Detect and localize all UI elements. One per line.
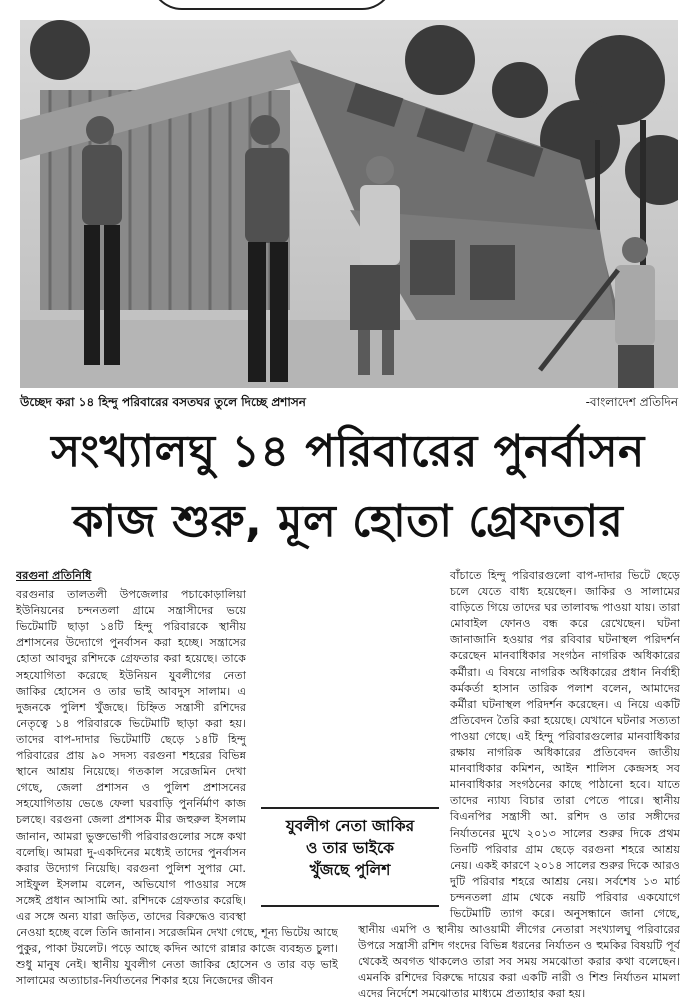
headline-line-1: সংখ্যালঘু ১৪ পরিবারের পুনর্বাসন <box>51 426 645 477</box>
article-text-left: বরগুনার তালতলী উপজেলার পচাকোড়ালিয়া ইউনিয়নের চন্দনতলা গ্রামে সন্ত্রাসীদের ভয়ে ভিটেমাটি ছাড়া ১৪টি হিন্দু পরিবারকে স্থানীয় প্রশাসনের উদ্যোগে পুনর্বাসন করা হচ্ছে। সন্ত্রাসের হোতা আবদুর রশিদকে গ্রেফতার করা হয়েছে। তাকে সহযোগিতা করেছে ইউনিয়ন যুবলীগের নেতা জাকির হোসেন ও তার ভাই আবদুস সালাম। এ দুজনকে পুলিশ খুঁজছে। চিহ্নিত সন্ত্রাসী রশিদের নেতৃত্বে ১৪ পরিবারকে ভিটেমাটি ছাড়া করা হয়। তাদের বাপ-দাদার ভিটেমাটি ছেড়ে ১৪টি হিন্দু পরিবারের প্রায় ৯০ সদস্য বরগুনা শহরের বিভিন্ন স্থানে আশ্রয় নিয়েছে। গতকাল সরেজমিন দেখা গেছে, জেলা প্রশাসন ও পুলিশ প্রশাসনের সহযোগিতায় ভেঙে ফেলা ঘরবাড়ি পুনর্নির্মাণ কাজ চলছে। বরগুনা জেলা প্রশাসক মীর জহুরুল ইসলাম জানান, আমরা ভুক্তভোগী পরিবারগুলোর সঙ্গে কথা বলেছি। আমরা দু-একদিনের মধ্যেই তাদের পুনর্বাসন করার উদ্যোগ নিয়েছি। বরগুনা পুলিশ সুপার মো. সাইফুল ইসলাম বলেন, অভিযোগ পাওয়ার সঙ্গে সঙ্গেই প্রধান আসামি আ. রশিদকে গ্রেফতার করেছি। এর সঙ্গে অন্য যারা জড়িত, তাদের বিরুদ্ধেও ব্যবস্থা নেওয়া হচ্ছে বলে তিনি জানান। সরেজমিন দেখা গেছে, শূন্য ভিটেয় আছে পুকুর, পাকা টয়লেট। পড়ে আছে কদিন আগে রান্নার কাজে ব্যবহৃত চুলা। শুধু মানুষ নেই। স্থানীয় যুবলীগ নেতা জাকির হোসেন ও তার বড় ভাই সালামের অত্যাচার-নির্যাতনের শিকার হয়ে নিজেদের জীবন <box>16 588 338 988</box>
caption-text: উচ্ছেদ করা ১৪ হিন্দু পরিবারের বসতঘর তুলে দিচ্ছে প্রশাসন <box>20 395 306 409</box>
article-column-left <box>16 568 338 1005</box>
photo-credit: -বাংলাদেশ প্রতিদিন <box>585 395 678 409</box>
pull-quote-line-2: ও তার ভাইকে <box>305 839 395 857</box>
pull-quote-line-3: খুঁজছে পুলিশ <box>309 861 391 879</box>
page-top-ornament <box>150 0 394 10</box>
news-photo <box>20 20 678 388</box>
article-text-right: বাঁচাতে হিন্দু পরিবারগুলো বাপ-দাদার ভিটে ছেড়ে চলে যেতে বাধ্য হয়েছেন। জাকির ও সালামের বাড়িতে গিয়ে তাদের ঘর তালাবদ্ধ পাওয়া যায়। তারা মোবাইল ফোনও বন্ধ করে রেখেছেন। ঘটনা জানাজানি হওয়ার পর রবিবার ঘটনাস্থল পরিদর্শন করেছেন মানবাধিকার সংগঠন নাগরিক অধিকারের কর্মীরা। এ বিষয়ে নাগরিক অধিকারের প্রধান নির্বাহী কর্মকর্তা হাসান তারিক পলাশ বলেন, আমাদের কর্মীরা ঘটনাস্থল পরিদর্শন করেছেন। এ নিয়ে একটি প্রতিবেদন তৈরি করা হয়েছে। যেখানে ঘটনার সত্যতা পাওয়া গেছে। এই হিন্দু পরিবারগুলোর মানবাধিকার রক্ষায় নাগরিক অধিকারের প্রতিবেদন জাতীয় মানবাধিকার কমিশন, আইন শালিস কেন্দ্রসহ সব মানবাধিকার সংগঠনের কাছে পাঠানো হবে। যাতে তাদের ন্যায্য বিচার তারা পেতে পারে। স্থানীয় বিএনপির সন্ত্রাসী আ. রশিদ ও তার সঙ্গীদের নির্যাতনের মুখে ২০১৩ সালের শুরুর দিকে প্রথম তিনটি পরিবার গ্রাম ছেড়ে বরগুনা শহরে আশ্রয় নেয়। একই কারণে ২০১৪ সালের শুরুর দিকে আরও দুটি পরিবার শহরে আশ্রয় নেয়। সর্বশেষ ১৩ মার্চ চন্দনতলা গ্রাম থেকে নয়টি পরিবার একযোগে ভিটেমাটি ত্যাগ করে। অনুসন্ধানে জানা গেছে, স্থানীয় এমপি ও স্থানীয় আওয়ামী লীগের নেতারা সংখ্যালঘু পরিবারের উপরে সন্ত্রাসী রশিদ গংদের বিভিন্ন ধরনের নির্যাতন ও হুমকির বিষয়টি পূর্ব থেকেই অবগত থাকলেও তারা সব সময় সমঝোতা করার কথা বলেছেন। এমনকি রশিদের বিরুদ্ধে দায়ের করা একটি নারী ও শিশু নির্যাতন মামলা এদের নির্দেশে সমঝোতার মাধ্যমে প্রত্যাহার করা হয়। <box>358 569 680 1001</box>
photo-caption <box>20 393 678 411</box>
headline-line-2: কাজ শুরু, মূল হোতা গ্রেফতার <box>72 496 624 547</box>
photo-illustration <box>20 20 678 388</box>
pull-quote-line-1: যুবলীগ নেতা জাকির <box>285 817 415 835</box>
byline: বরগুনা প্রতিনিধি <box>16 569 92 582</box>
article-body <box>16 568 680 1005</box>
headline <box>10 417 686 557</box>
article-column-right <box>358 568 680 1005</box>
pull-quote <box>261 807 439 907</box>
